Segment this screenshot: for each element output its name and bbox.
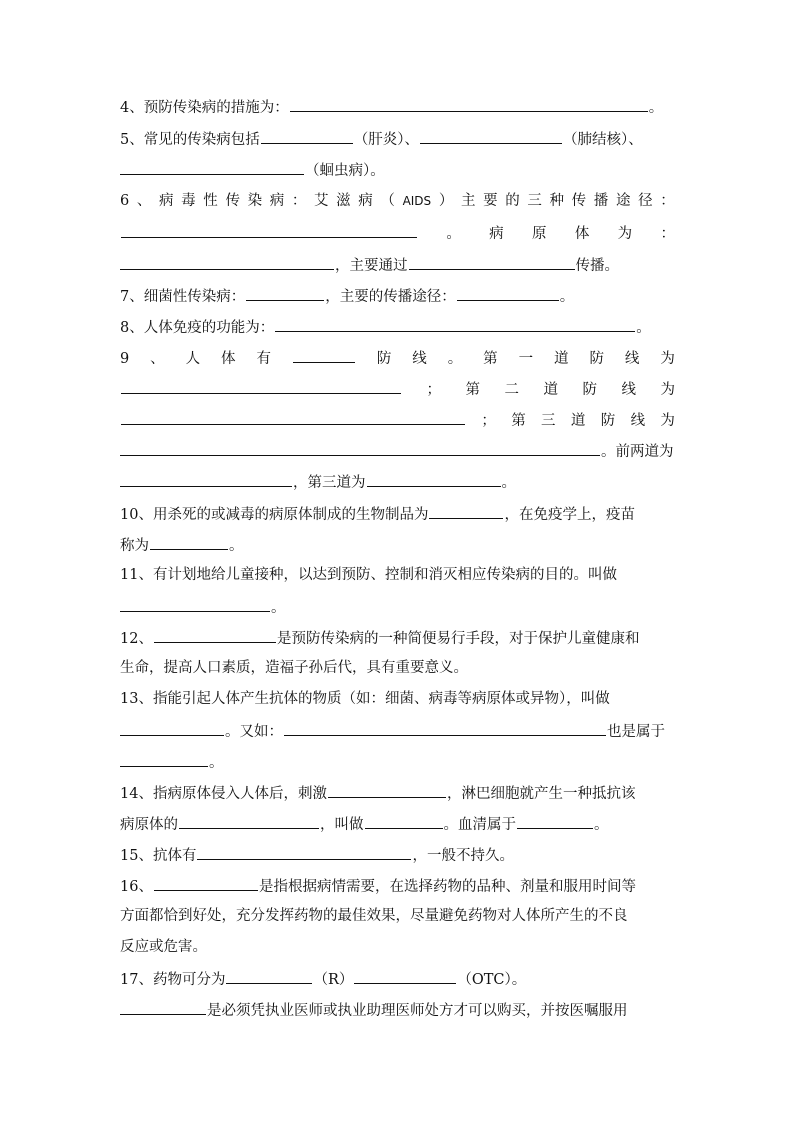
- question-13-line-2: [120, 720, 665, 742]
- question-16-text: 是指根据病情需要，在选择药物的品种、剂量和服用时间等: [258, 879, 636, 895]
- q-char: 第: [465, 382, 480, 398]
- question-14-line-1: [120, 782, 635, 804]
- q-char: 滋: [336, 193, 351, 209]
- answer-blank[interactable]: [154, 627, 276, 643]
- question-5-text: （肝炎）、: [353, 132, 419, 148]
- answer-blank[interactable]: [290, 96, 648, 112]
- punct: 。: [501, 475, 516, 491]
- q-char: 为: [660, 413, 675, 429]
- question-13-text: 13、指能引起人体产生抗体的物质（如：细菌、病毒等病原体或异物），叫做: [120, 691, 610, 707]
- answer-blank[interactable]: [457, 285, 559, 301]
- answer-blank[interactable]: [367, 471, 501, 487]
- q-char: 6: [120, 193, 130, 209]
- question-14-text: ，叫做: [320, 817, 364, 833]
- answer-blank[interactable]: [121, 409, 465, 425]
- q-char: 为: [660, 351, 675, 367]
- question-5-line-2: [120, 159, 385, 181]
- answer-blank[interactable]: [293, 347, 355, 363]
- q-char: 染: [247, 193, 263, 209]
- question-16-text: 16、: [120, 879, 153, 895]
- q-char: 的: [505, 193, 520, 209]
- question-6-line-3: [120, 254, 619, 276]
- q-char: 种: [549, 193, 565, 209]
- answer-blank[interactable]: [328, 782, 446, 798]
- q-char: 体: [221, 351, 236, 367]
- question-10-text: 称为: [120, 538, 149, 554]
- question-9-line-2: [120, 378, 675, 400]
- question-13-line-3: [120, 751, 224, 773]
- answer-blank[interactable]: [275, 316, 635, 332]
- question-8-text: 8、人体免疫的功能为：: [120, 320, 275, 336]
- question-10-text: 10、用杀死的或减毒的病原体制成的生物制品为: [120, 507, 429, 523]
- answer-blank[interactable]: [420, 128, 562, 144]
- q-char: 三: [527, 193, 542, 209]
- q-char: 、: [136, 193, 152, 209]
- q-char: 三: [541, 413, 556, 429]
- answer-blank[interactable]: [120, 471, 292, 487]
- q-char: 线: [621, 382, 636, 398]
- q-char: ；: [481, 413, 496, 429]
- answer-blank[interactable]: [120, 159, 304, 175]
- question-13-text: 也是属于: [607, 724, 665, 740]
- q-char: 性: [203, 193, 218, 209]
- answer-blank[interactable]: [120, 720, 224, 736]
- q-char: 病: [489, 226, 504, 242]
- question-7-text: ，主要的传播途径：: [325, 289, 456, 305]
- q-char: 病: [159, 193, 174, 209]
- question-17-line-1: [120, 968, 526, 990]
- q-char: 病: [269, 193, 285, 209]
- q-char: 第: [483, 351, 498, 367]
- q-char: 毒: [181, 193, 196, 209]
- question-12-text: 生命，提高人口素质，造福子孙后代，具有重要意义。: [120, 660, 468, 676]
- q-char: 道: [570, 413, 586, 429]
- q-char: 第: [511, 413, 526, 429]
- question-16-text: 反应或危害。: [120, 939, 207, 955]
- answer-blank[interactable]: [120, 254, 334, 270]
- answer-blank[interactable]: [120, 999, 206, 1015]
- question-10-line-2: [120, 534, 244, 556]
- q-char: 病: [358, 193, 373, 209]
- answer-blank[interactable]: [121, 222, 417, 238]
- question-9-text: ，第三道为: [293, 475, 366, 491]
- question-7: [120, 285, 574, 307]
- answer-blank[interactable]: [261, 128, 353, 144]
- question-12-line-2: [120, 658, 468, 678]
- question-8: [120, 316, 651, 338]
- q-char: 防: [589, 351, 604, 367]
- q-char: 9: [120, 351, 130, 367]
- question-7-text: 7、细菌性传染病：: [120, 289, 246, 305]
- question-11-text: 11、有计划地给儿童接种，以达到预防、控制和消灭相应传染病的目的。叫做: [120, 567, 617, 583]
- q-char: 主: [460, 193, 476, 209]
- answer-blank[interactable]: [517, 813, 593, 829]
- answer-blank[interactable]: [154, 875, 258, 891]
- question-5-text: （肺结核）、: [562, 132, 643, 148]
- question-12-text: 是预防传染病的一种简便易行手段，对于保护儿童健康和: [276, 631, 640, 647]
- question-9-line-3: [120, 409, 675, 431]
- question-17-text: （OTC）。: [457, 972, 527, 988]
- punct: 。: [594, 817, 609, 833]
- q-char: 有: [256, 351, 271, 367]
- question-4: [120, 96, 663, 118]
- answer-blank[interactable]: [197, 844, 411, 860]
- q-char: ；: [426, 382, 441, 398]
- question-14-line-2: [120, 813, 609, 835]
- q-char: 为: [660, 382, 675, 398]
- question-16-line-1: [120, 875, 636, 897]
- question-15: [120, 844, 514, 866]
- question-6-text: ，主要通过: [335, 258, 408, 274]
- punct: 。: [229, 538, 244, 554]
- answer-blank[interactable]: [179, 813, 319, 829]
- answer-blank[interactable]: [226, 968, 312, 984]
- question-17-text: 是必须凭执业医师或执业助理医师处方才可以购买，并按医嘱服用: [207, 1003, 628, 1019]
- q-char: 线: [630, 413, 646, 429]
- q-char: 、: [150, 351, 165, 367]
- question-12-line-1: [120, 627, 639, 649]
- q-char: 线: [624, 351, 640, 367]
- q-char: 播: [593, 193, 609, 209]
- answer-blank[interactable]: [120, 751, 208, 767]
- q-char: AIDS: [402, 194, 432, 208]
- answer-blank[interactable]: [429, 503, 503, 519]
- question-16-text: 方面都恰到好处，充分发挥药物的最佳效果，尽量避免药物对人体所产生的不良: [120, 908, 628, 924]
- q-char: 体: [574, 226, 590, 242]
- punct: 。: [271, 600, 286, 616]
- answer-blank[interactable]: [409, 254, 575, 270]
- answer-blank[interactable]: [120, 440, 600, 456]
- question-14-text: 。血清属于: [443, 817, 516, 833]
- q-char: 传: [225, 193, 240, 209]
- q-char: 艾: [314, 193, 329, 209]
- question-11-line-2: [120, 596, 286, 618]
- question-16-line-2: [120, 906, 628, 926]
- question-5-line-1: [120, 128, 643, 150]
- question-6-line-1: [120, 191, 675, 211]
- q-char: ：: [291, 193, 307, 209]
- question-14-text: 病原体的: [120, 817, 178, 833]
- question-14-text: 14、指病原体侵入人体后，刺激: [120, 786, 327, 802]
- question-17-text: 17、药物可分为: [120, 972, 226, 988]
- q-char: ：: [660, 193, 675, 209]
- q-char: ）: [438, 193, 454, 209]
- question-6-line-2: [120, 222, 675, 244]
- question-11-line-1: [120, 565, 617, 585]
- question-9-line-4: [120, 440, 674, 462]
- q-char: 防: [582, 382, 597, 398]
- question-15-text: ，一般不持久。: [412, 848, 514, 864]
- q-char: 二: [504, 382, 519, 398]
- question-10-text: ，在免疫学上，疫苗: [504, 507, 635, 523]
- answer-blank[interactable]: [246, 285, 324, 301]
- q-char: 。: [447, 351, 463, 367]
- answer-blank[interactable]: [284, 720, 606, 736]
- question-17-line-2: [120, 999, 628, 1021]
- q-char: ：: [660, 226, 675, 242]
- question-6-text: 传播。: [575, 258, 619, 274]
- q-char: 防: [600, 413, 616, 429]
- q-char: 人: [185, 351, 201, 367]
- question-5-text: （蛔虫病）。: [305, 163, 385, 179]
- q-char: 道: [554, 351, 569, 367]
- question-9-line-1: [120, 347, 675, 369]
- punct: 。: [636, 320, 651, 336]
- q-char: 道: [543, 382, 558, 398]
- question-16-line-3: [120, 937, 207, 957]
- question-17-text: （R）: [313, 972, 354, 988]
- question-9-text: 。前两道为: [601, 444, 674, 460]
- q-char: （: [380, 193, 395, 209]
- q-char: 一: [518, 351, 534, 367]
- answer-blank[interactable]: [121, 378, 401, 394]
- answer-blank[interactable]: [365, 813, 443, 829]
- q-char: 。: [446, 226, 461, 242]
- answer-blank[interactable]: [354, 968, 456, 984]
- answer-blank[interactable]: [150, 534, 228, 550]
- question-4-text: 4、预防传染病的措施为：: [120, 100, 289, 116]
- q-char: 要: [483, 193, 498, 209]
- q-char: 传: [571, 193, 587, 209]
- answer-blank[interactable]: [120, 596, 270, 612]
- punct: 。: [648, 100, 664, 116]
- q-char: 为: [617, 226, 633, 242]
- question-13-text: 。又如：: [225, 724, 283, 740]
- punct: 。: [209, 755, 224, 771]
- question-10-line-1: [120, 503, 635, 525]
- q-char: 途: [615, 193, 631, 209]
- q-char: 防: [376, 351, 392, 367]
- question-15-text: 15、抗体有: [120, 848, 197, 864]
- question-9-line-5: [120, 471, 516, 493]
- punct: 。: [559, 289, 575, 305]
- question-13-line-1: [120, 689, 610, 709]
- question-14-text: ，淋巴细胞就产生一种抵抗该: [446, 786, 636, 802]
- q-char: 线: [412, 351, 427, 367]
- q-char: 原: [531, 226, 547, 242]
- question-12-text: 12、: [120, 631, 153, 647]
- question-5-text: 5、常见的传染病包括: [120, 132, 260, 148]
- q-char: 径: [638, 193, 653, 209]
